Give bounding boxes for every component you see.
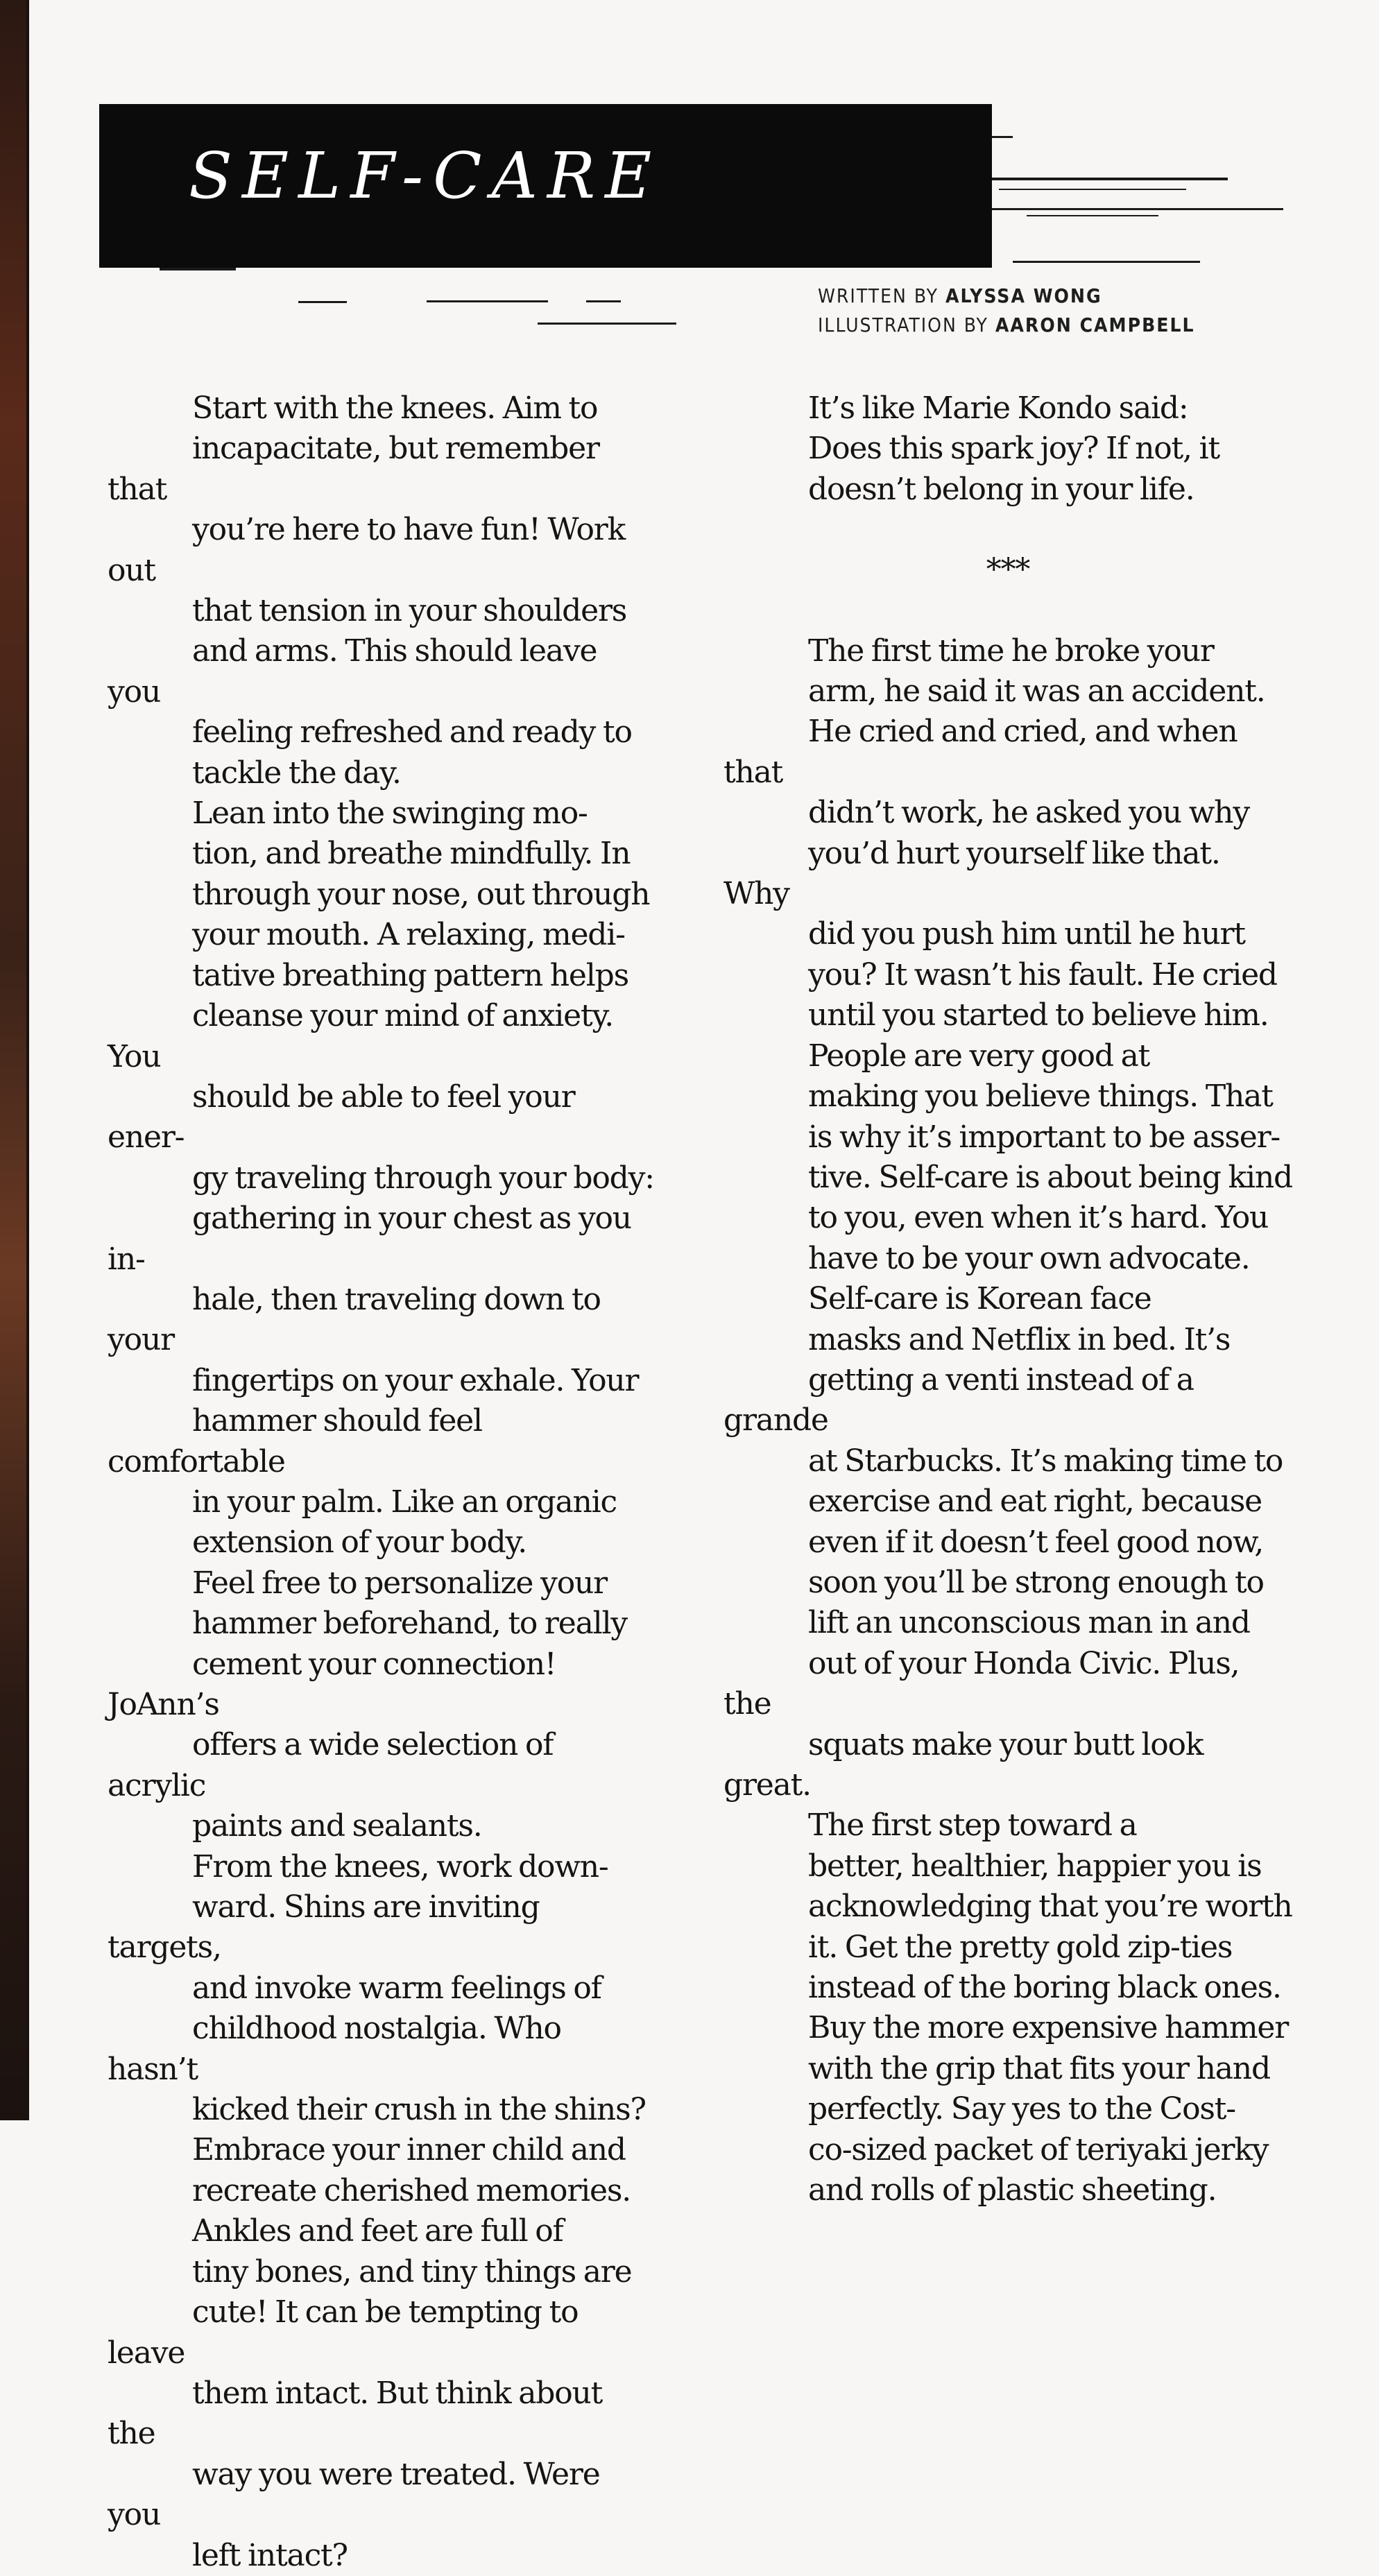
ink-streak xyxy=(586,300,621,302)
illustration-by-line: ILLUSTRATION BY AARON CAMPBELL xyxy=(818,314,1195,336)
paragraph: Self-care is Korean face masks and Netflix in bed. It’s getting a venti instead of a grande at Starbucks. It’s making time to exercise and eat right, because even if it doesn’t feel good now, soon you’ll be strong enough to lift an unconscious man in and out of your Honda Civic. Plus, the squats make your butt look great. xyxy=(723,1281,1283,1803)
right-column xyxy=(723,388,1292,2210)
paragraph: Lean into the swinging mo- tion, and breathe mindfully. In through your nose, out through your mouth. A relaxing, medi- tative breathing pattern helps cleanse your mind of anxiety. You should be able to feel your ener- gy traveling through your body: gathering in your chest as you in- hale, then traveling down to your fingertips on your exhale. Your hammer should feel comfortable in your palm. Like an organic extension of your body. xyxy=(108,796,654,1561)
page-edge-border xyxy=(26,0,29,2120)
ink-streak xyxy=(160,268,236,271)
paragraph: From the knees, work down- ward. Shins are inviting targets, and invoke warm feelings of childhood nostalgia. Who hasn’t kicked their crush in the shins? Embrace your inner child and recreate cherished memories. xyxy=(108,1848,646,2208)
byline xyxy=(818,282,1195,340)
ink-streak xyxy=(992,136,1013,138)
section-separator: *** xyxy=(986,552,1030,588)
page-edge-artwork xyxy=(0,0,26,2120)
ink-streak xyxy=(538,323,676,325)
paragraph: The first step toward a better, healthier, happier you is acknowledging that you’re worth it. Get the pretty gold zip-ties instead of the boring black ones. Buy the more expensive hammer with the grip that fits your hand perfectly. Say yes to the Cost- co-sized packet of teriyaki jerky and rolls of plastic sheeting. xyxy=(808,1808,1292,2208)
ink-streak xyxy=(427,300,548,302)
paragraph: The first time he broke your arm, he said it was an accident. He cried and cried, and when that didn’t work, he asked you why you’d hurt yourself like that. Why did you push him until he hurt you? It wasn’t his fault. He cried until you started to believe him. xyxy=(723,633,1277,1033)
ink-streak xyxy=(1027,215,1158,216)
paragraph: Start with the knees. Aim to incapacitate, but remember that you’re here to have fun! Work out that tension in your shoulders and arms. This should leave you feeling refreshed and ready to tackle the day. xyxy=(108,390,632,791)
ink-streak xyxy=(992,208,1283,210)
ink-streak xyxy=(298,301,347,303)
paragraph: It’s like Marie Kondo said: Does this spark joy? If not, it doesn’t belong in your life. xyxy=(808,390,1219,507)
written-by-line: WRITTEN BY ALYSSA WONG xyxy=(818,284,1102,307)
paragraph: People are very good at making you believe things. That is why it’s important to be asser- tive. Self-care is about being kind to you, even when it’s hard. You have to be your own advocate. xyxy=(808,1038,1292,1276)
ink-streak xyxy=(999,189,1186,190)
left-column xyxy=(108,388,656,2576)
ink-streak xyxy=(992,178,1228,180)
author-name: ALYSSA WONG xyxy=(945,284,1102,307)
page-title: SELF-CARE xyxy=(189,139,662,213)
paragraph: Ankles and feet are full of tiny bones, and tiny things are cute! It can be tempting to leave them intact. But think about the way you were treated. Were you left intact? xyxy=(108,2213,632,2573)
illustrator-name: AARON CAMPBELL xyxy=(995,314,1195,336)
ink-streak xyxy=(1013,261,1200,263)
paragraph: Feel free to personalize your hammer beforehand, to really cement your connection! JoAnn’s offers a wide selection of acrylic paints and sealants. xyxy=(108,1565,628,1844)
